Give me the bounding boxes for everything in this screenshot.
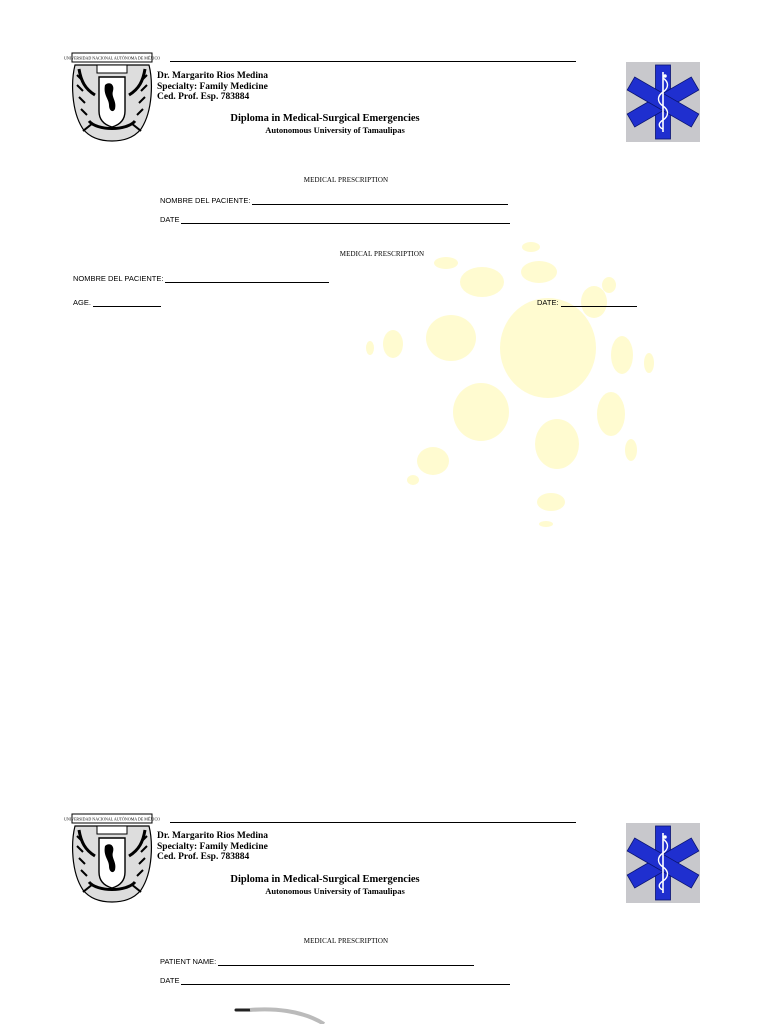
date-field-1 bbox=[160, 215, 510, 224]
date-line-2[interactable] bbox=[561, 299, 637, 307]
patient-name-field-2 bbox=[73, 274, 329, 283]
date-line-3[interactable] bbox=[181, 977, 510, 985]
doctor-info bbox=[157, 831, 268, 863]
patient-name-field-1 bbox=[160, 196, 508, 205]
svg-text:UNIVERSIDAD NACIONAL AUTÓNOMA: UNIVERSIDAD NACIONAL AUTÓNOMA DE MÉXICO bbox=[63, 55, 161, 61]
prescription-title-2: MEDICAL PRESCRIPTION bbox=[339, 250, 425, 258]
sun-watermark-icon bbox=[360, 230, 670, 530]
date-label-1: DATE bbox=[160, 215, 180, 224]
prescription-title-3: MEDICAL PRESCRIPTION bbox=[303, 937, 389, 945]
doctor-cedula: Ced. Prof. Esp. 783884 bbox=[157, 92, 250, 102]
patient-name-label-3: PATIENT NAME: bbox=[160, 957, 217, 966]
age-label: AGE. bbox=[73, 298, 91, 307]
header-block-2 bbox=[0, 760, 768, 910]
doctor-name: Dr. Margarito Rios Medina bbox=[157, 71, 268, 81]
prescription-title-1: MEDICAL PRESCRIPTION bbox=[303, 176, 389, 184]
patient-name-label-1: NOMBRE DEL PACIENTE: bbox=[160, 196, 251, 205]
header-block-1 bbox=[0, 0, 768, 150]
doctor-specialty: Specialty: Family Medicine bbox=[157, 81, 268, 92]
svg-text:UNIVERSIDAD NACIONAL AUTÓNOMA: UNIVERSIDAD NACIONAL AUTÓNOMA DE MÉXICO bbox=[63, 816, 161, 822]
date-label-3: DATE bbox=[160, 976, 180, 985]
doctor-info bbox=[157, 71, 268, 103]
date-field-2 bbox=[537, 298, 637, 307]
patient-name-label-2: NOMBRE DEL PACIENTE: bbox=[73, 274, 164, 283]
star-of-life-icon bbox=[626, 62, 700, 142]
date-label-2: DATE: bbox=[537, 298, 559, 307]
header-rule bbox=[170, 822, 576, 823]
header-rule bbox=[170, 61, 576, 62]
patient-name-line-2[interactable] bbox=[165, 275, 329, 283]
date-field-3 bbox=[160, 976, 510, 985]
doctor-cedula: Ced. Prof. Esp. 783884 bbox=[157, 852, 250, 862]
star-of-life-icon bbox=[626, 823, 700, 903]
patient-name-line-1[interactable] bbox=[252, 197, 508, 205]
doctor-specialty: Specialty: Family Medicine bbox=[157, 841, 268, 852]
date-line-1[interactable] bbox=[181, 216, 510, 224]
unam-crest-icon bbox=[63, 51, 161, 143]
stethoscope-icon bbox=[232, 1004, 332, 1024]
university-name: Autonomous University of Tamaulipas bbox=[265, 886, 405, 896]
age-field bbox=[73, 298, 161, 307]
unam-crest-icon bbox=[63, 812, 161, 904]
patient-name-line-3[interactable] bbox=[218, 958, 474, 966]
patient-name-field-3 bbox=[160, 957, 474, 966]
diploma-title: Diploma in Medical-Surgical Emergencies bbox=[230, 874, 420, 885]
age-line[interactable] bbox=[93, 299, 161, 307]
university-name: Autonomous University of Tamaulipas bbox=[265, 125, 405, 135]
doctor-name: Dr. Margarito Rios Medina bbox=[157, 831, 268, 841]
diploma-title: Diploma in Medical-Surgical Emergencies bbox=[230, 113, 420, 124]
